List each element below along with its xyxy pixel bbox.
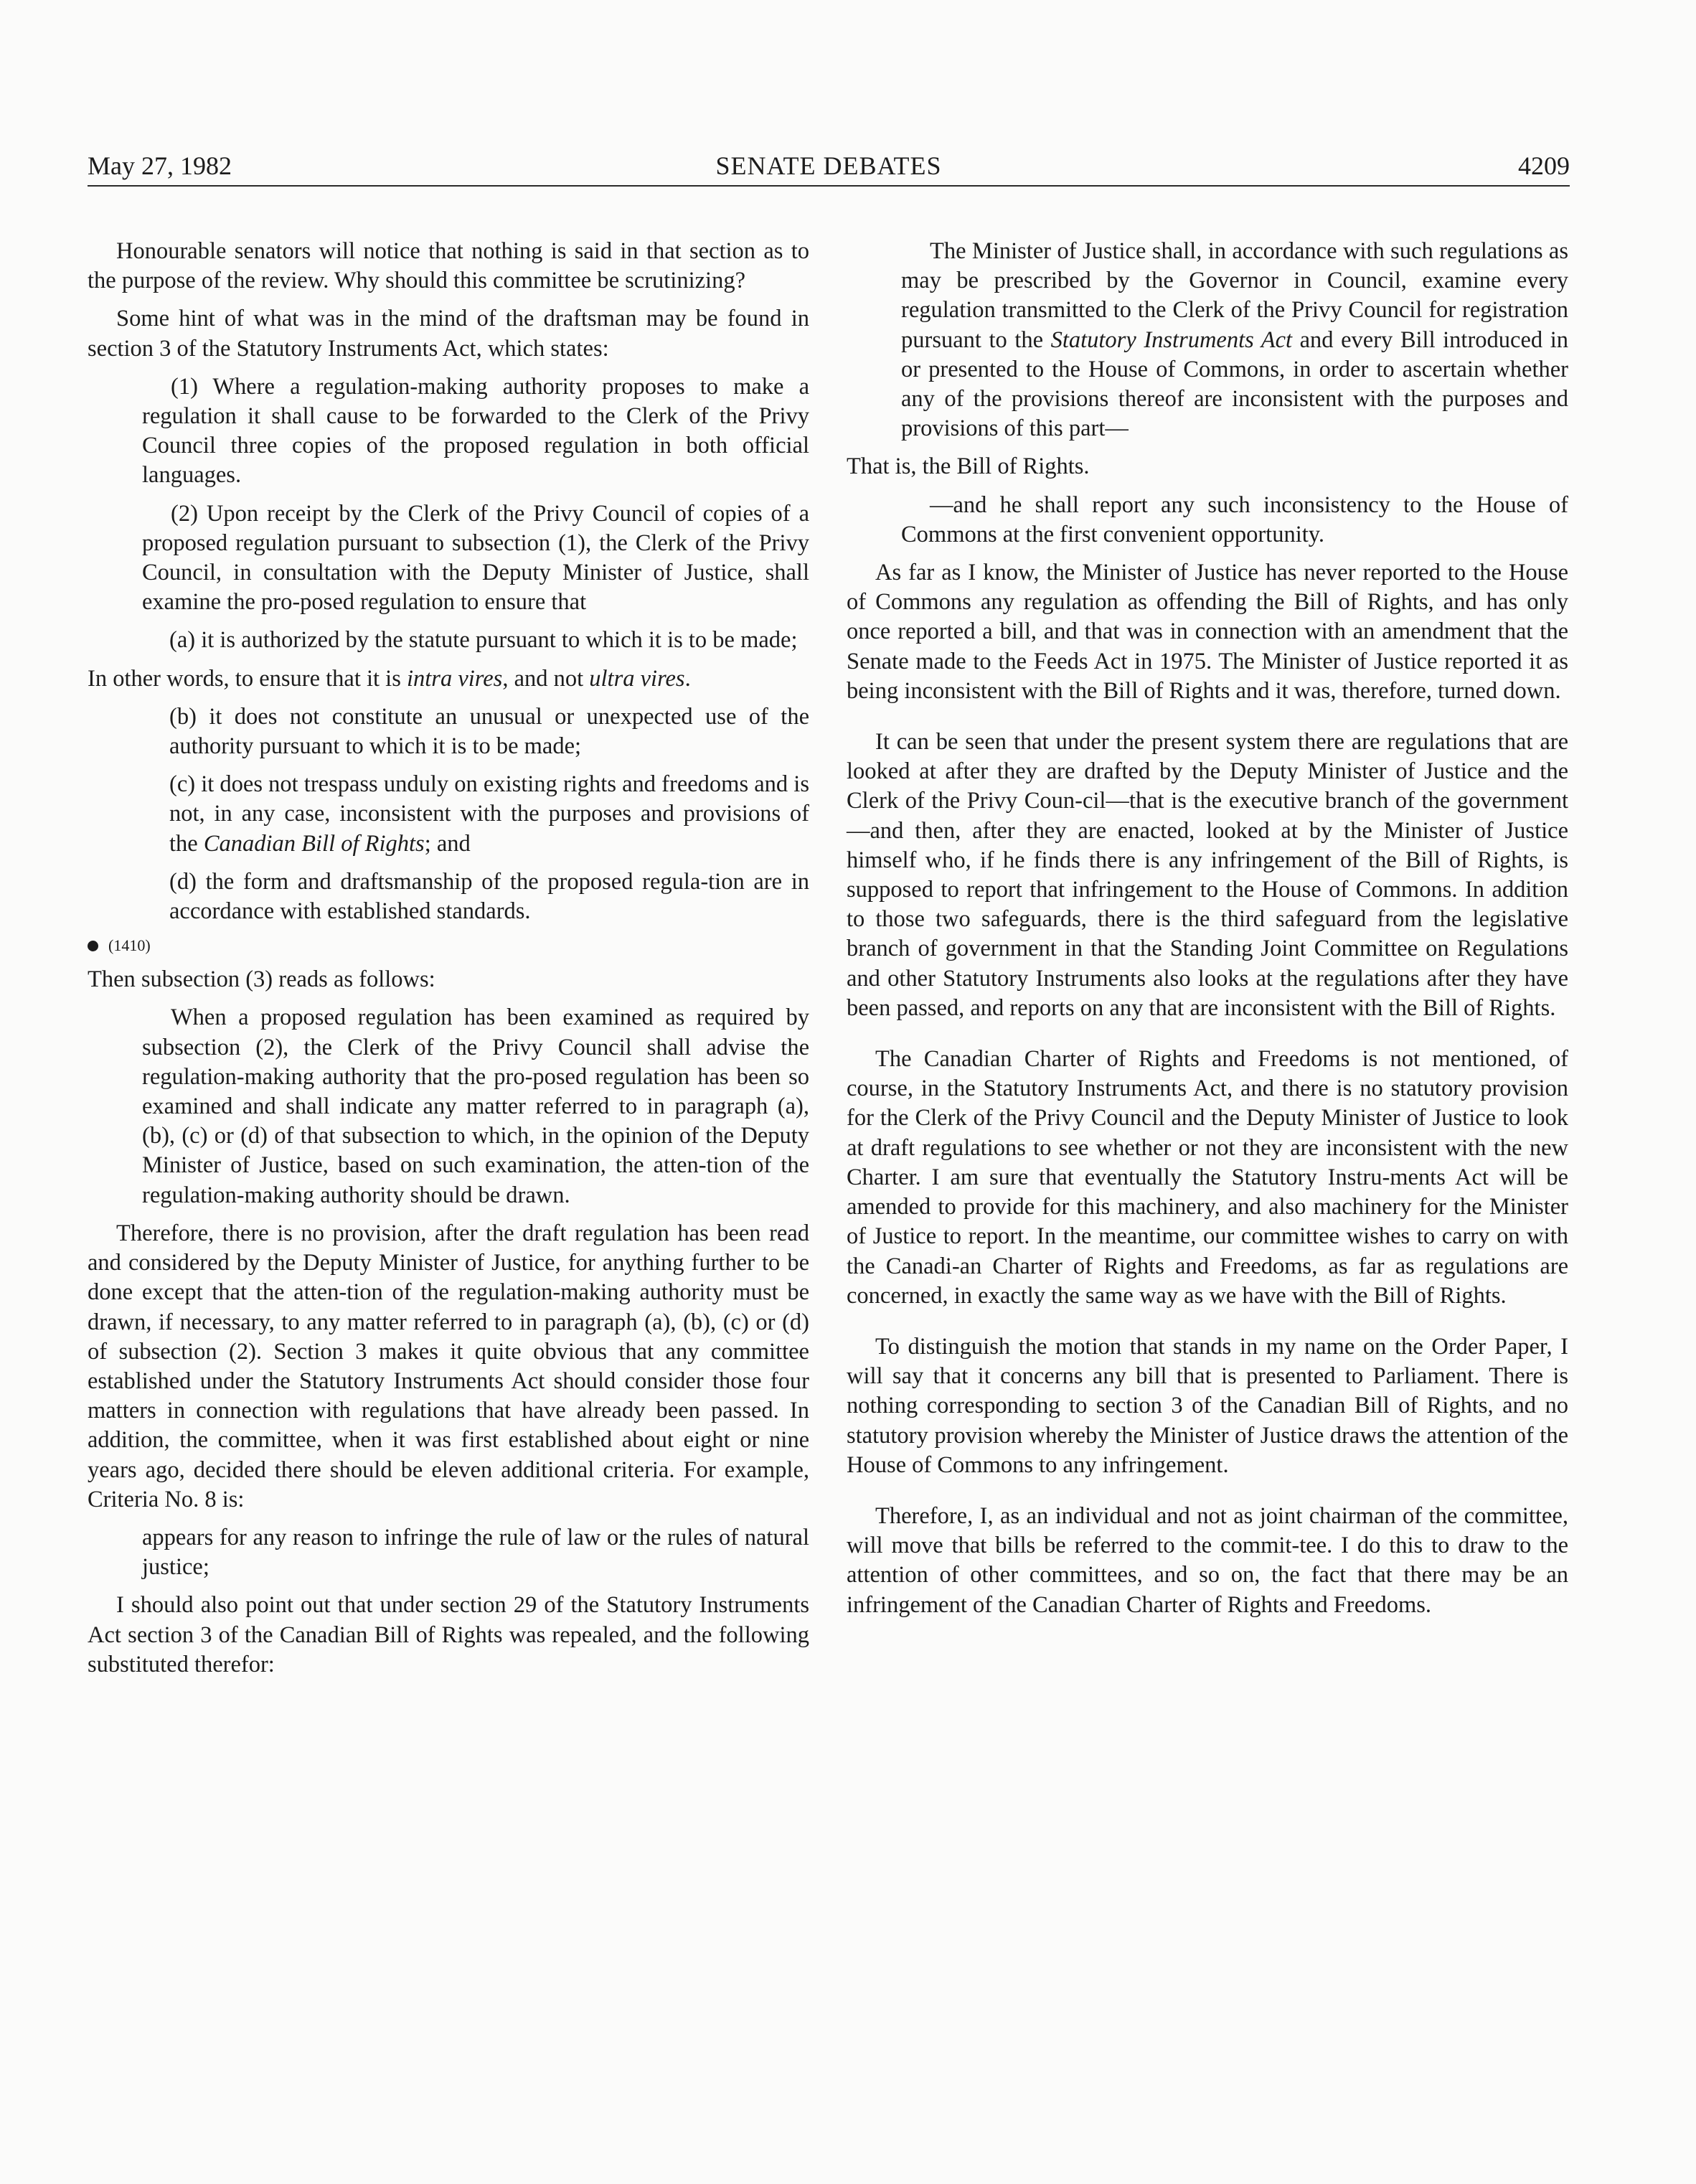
- paragraph: Then subsection (3) reads as follows:: [88, 966, 435, 993]
- quoted-subsection-2: (2) Upon receipt by the Clerk of the Privy Council of copies of a proposed regulation pursuant to subsection (1), the Clerk of the Privy Council, in consultation with the Deputy Minister of Justice, shall examine the pro-posed regulation to ensure that: [142, 500, 809, 616]
- text-run: ; and: [424, 830, 471, 857]
- paragraph: Therefore, there is no provision, after the draft regulation has been read and considered by the Deputy Minister of Justice, for anything further to be done except that the atten-tion of the regulation-making authority must be drawn, if necessary, to any matter referred to in paragraph (a), (b), (c) or (d) of subsection (2). Section 3 makes it quite obvious that any committee established under the Statutory Instruments Act should consider those four matters in connection with regulations that have already been passed. In addition, the committee, when it was first established about eight or nine years ago, decided there should be eleven additional criteria. For example, Criteria No. 8 is:: [88, 1220, 809, 1512]
- italic-term: Statutory Instruments Act: [1050, 326, 1293, 353]
- paragraph: It can be seen that under the present system there are regulations that are looked at after they are drafted by the Deputy Minister of Justice and the Clerk of the Privy Coun-cil—that is the executive branch of the government—and then, after they are enacted, looked at by the Minister of Justice himself who, if he finds there is any infringement of the Bill of Rights, is supposed to report that infringement to the House of Commons. In addition to those two safeguards, there is the third safeguard from the legislative branch of government in that the Standing Joint Committee on Regulations and other Statutory Instruments also looks at the regulations after they have been passed, and reports on any that are inconsistent with the Bill of Rights.: [847, 729, 1568, 1021]
- paragraph: I should also point out that under section 29 of the Statutory Instruments Act section 3 of the Canadian Bill of Rights was repealed, and the following substituted therefor:: [88, 1592, 809, 1677]
- italic-term: intra vires: [407, 665, 503, 692]
- paragraph: The Canadian Charter of Rights and Freedoms is not mentioned, of course, in the Statutory Instruments Act, and there is no statutory provision for the Clerk of the Privy Council and the Deputy Minister of Justice to look at draft regulations to see whether or not they are inconsistent with the new Charter. I am sure that eventually the Statutory Instru-ments Act will be amended to provide for this machinery, and also machinery for the Minister of Justice to report. In the meantime, our committee wishes to carry on with the Canadi-an Charter of Rights and Freedoms, as far as regulations are concerned, in exactly the same way as we have with the Bill of Rights.: [847, 1046, 1568, 1309]
- header-date: May 27, 1982: [88, 151, 232, 180]
- time-marker: [88, 935, 809, 956]
- left-column: [88, 237, 809, 1688]
- quoted-paragraph-c: [169, 770, 809, 859]
- header-title: SENATE DEBATES: [715, 151, 942, 180]
- quoted-paragraph-a: (a) it is authorized by the statute pursuant to which it is to be made;: [169, 627, 798, 654]
- paragraph: Some hint of what was in the mind of the draftsman may be found in section 3 of the Statutory Instruments Act, which states:: [88, 306, 809, 362]
- quoted-paragraph-b: (b) it does not constitute an unusual or unexpected use of the authority pursuant to which it is to be made;: [169, 703, 809, 760]
- paragraph: [88, 664, 809, 694]
- italic-term: Canadian Bill of Rights: [203, 830, 425, 857]
- quoted-subsection-1: (1) Where a regulation-making authority proposes to make a regulation it shall cause to be forwarded to the Clerk of the Privy Council three copies of the proposed regulation in both official languages.: [142, 373, 809, 489]
- paragraph: To distinguish the motion that stands in my name on the Order Paper, I will say that it concerns any bill that is presented to Parliament. There is nothing corresponding to section 3 of the Canadian Bill of Rights, and no statutory provision whereby the Minister of Justice draws the attention of the House of Commons to any infringement.: [847, 1333, 1568, 1478]
- bullet-icon: [88, 941, 98, 951]
- text-run: The Minister of Justice shall, in accordance with such regulations as may be prescribed by the Governor in Council, examine every regulation transmitted to the Clerk of the Privy Council for registration pursuant to the: [901, 238, 1568, 353]
- text-run: (c) it does not trespass unduly on existing rights and freedoms and is not, in any case, inconsistent with the purposes and provisions of the: [169, 771, 809, 857]
- quoted-criteria: appears for any reason to infringe the rule of law or the rules of natural justice;: [142, 1524, 809, 1581]
- text-run: In other words, to ensure that it is: [88, 665, 407, 692]
- right-column: [847, 237, 1568, 1642]
- text-run: and every Bill introduced in or presented to the House of Commons, in order to ascertain whether any of the provisions thereof are inconsistent with the purposes and provisions of this part—: [901, 326, 1568, 442]
- paragraph: Therefore, I, as an individual and not as joint chairman of the committee, will move that bills be referred to the commit-tee. I do this to draw to the attention of other committees, and so on, the fact that there may be an infringement of the Canadian Charter of Rights and Freedoms.: [847, 1502, 1568, 1618]
- time-marker-label: (1410): [108, 936, 151, 955]
- header-page-number: 4209: [1518, 151, 1570, 180]
- italic-term: ultra vires: [589, 665, 685, 692]
- paragraph: That is, the Bill of Rights.: [847, 453, 1090, 480]
- text-run: , and not: [502, 665, 590, 692]
- text-run: .: [684, 665, 691, 692]
- quoted-continuation: —and he shall report any such inconsistency to the House of Commons at the first convenient opportunity.: [901, 491, 1568, 547]
- running-header: [88, 148, 1570, 184]
- quoted-section-3: [901, 237, 1568, 443]
- paragraph: As far as I know, the Minister of Justice has never reported to the House of Commons any regulation as offending the Bill of Rights, and has only once reported a bill, and that was in connection with an amendment that the Senate made to the Feeds Act in 1975. The Minister of Justice reported it as being inconsistent with the Bill of Rights and it was, therefore, turned down.: [847, 560, 1568, 704]
- paragraph: Honourable senators will notice that nothing is said in that section as to the purpose of the review. Why should this committee be scrutinizing?: [88, 238, 809, 294]
- quoted-subsection-3: When a proposed regulation has been examined as required by subsection (2), the Clerk of the Privy Council shall advise the regulation-making authority that the pro-posed regulation has been so examined and shall indicate any matter referred to in paragraph (a), (b), (c) or (d) of that subsection to which, in the opinion of the Deputy Minister of Justice, based on such examination, the atten-tion of the regulation-making authority should be drawn.: [142, 1004, 809, 1208]
- quoted-paragraph-d: (d) the form and draftsmanship of the proposed regula-tion are in accordance with established standards.: [169, 868, 809, 925]
- header-rule: [88, 185, 1570, 187]
